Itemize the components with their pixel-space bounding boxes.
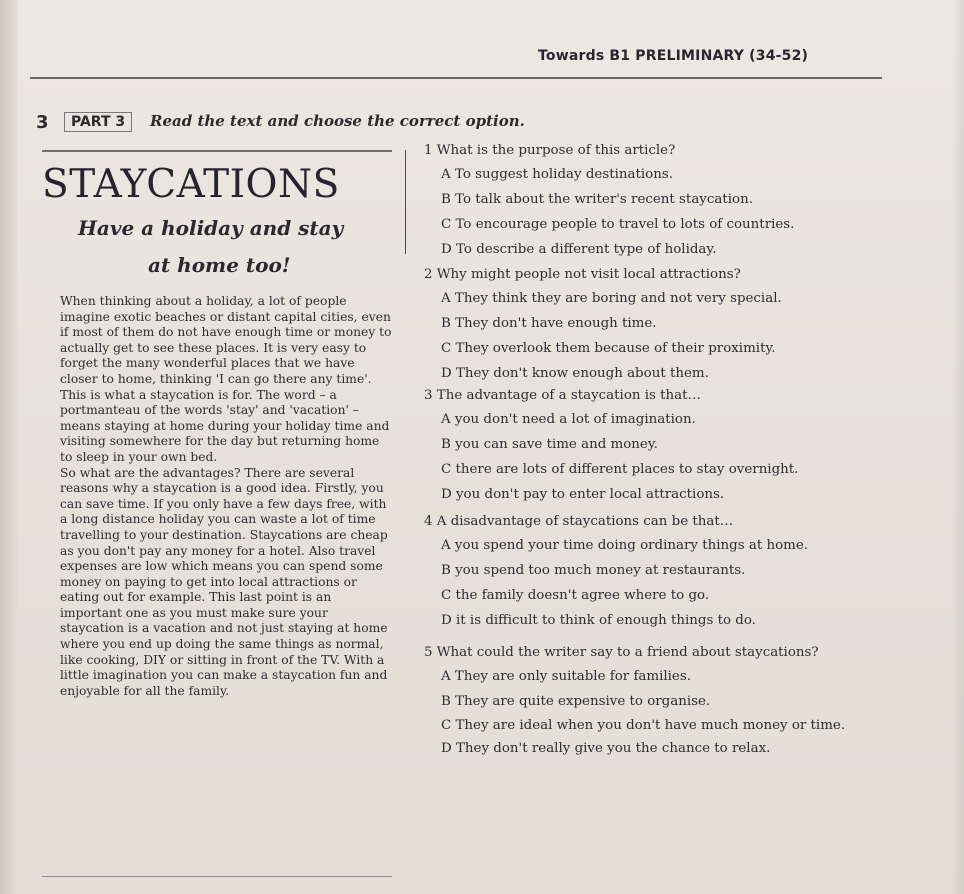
question-text: 1 What is the purpose of this article? — [424, 143, 676, 158]
article-bottom-rule — [42, 876, 392, 877]
option-b[interactable]: B you can save time and money. — [441, 437, 658, 452]
option-d[interactable]: D you don't pay to enter local attractions. — [441, 487, 725, 502]
exercise-instruction: Read the text and choose the correct option. — [150, 112, 525, 130]
option-a[interactable]: A you spend your time doing ordinary things at home. — [441, 538, 809, 553]
page-binding-edge — [0, 0, 18, 894]
option-b[interactable]: B you spend too much money at restaurants. — [441, 563, 746, 578]
article-paragraph: So what are the advantages? There are several reasons why a staycation is a good idea. Firstly, you can save time. If you only have a few days free, with a long distance holiday you can waste a lot of time travelling to your destination. Staycations are cheap as you don't pay any money for a hotel. Also travel expenses are low which means you can spend some money on paying to get into local attractions or eating out for example. This last point is an important one as you must make sure your staycation is a vacation and not just staying at home where you end up doing the same things as normal, like cooking, DIY or sitting in front of the TV. With a little imagination you can make a staycation fun and enjoyable for all the family. — [60, 465, 388, 698]
option-d[interactable]: D To describe a different type of holiday. — [441, 242, 717, 257]
option-a[interactable]: A They are only suitable for families. — [441, 669, 691, 684]
option-b[interactable]: B To talk about the writer's recent staycation. — [441, 192, 753, 207]
option-a[interactable]: A To suggest holiday destinations. — [441, 167, 673, 182]
exercise-number: 3 — [36, 112, 49, 133]
question-text: 5 What could the writer say to a friend about staycations? — [424, 645, 819, 660]
option-c[interactable]: C They are ideal when you don't have much money or time. — [441, 718, 846, 733]
article-subtitle-line1: Have a holiday and stay — [78, 216, 344, 240]
part-badge: PART 3 — [64, 112, 132, 132]
book-section-title: Towards B1 PRELIMINARY (34-52) — [538, 48, 809, 64]
article-paragraph: When thinking about a holiday, a lot of people imagine exotic beaches or distant capital cities, even if most of them do not have enough time or money to actually get to see these places. It is very easy to forget the many wonderful places that we have closer to home, thinking 'I can go there any time'. This is what a staycation is for. The word – a portmanteau of the words 'stay' and 'vacation' – means staying at home during your holiday time and visiting somewhere for the day but returning home to sleep in your own bed. — [60, 294, 392, 464]
option-b[interactable]: B They are quite expensive to organise. — [441, 694, 711, 709]
option-a[interactable]: A They think they are boring and not very special. — [441, 291, 782, 306]
article-top-rule — [42, 150, 392, 152]
option-c[interactable]: C They overlook them because of their proximity. — [441, 341, 776, 356]
question-text: 2 Why might people not visit local attractions? — [424, 267, 741, 282]
option-d[interactable]: D They don't know enough about them. — [441, 366, 709, 381]
question-text: 3 The advantage of a staycation is that… — [424, 388, 701, 403]
option-c[interactable]: C To encourage people to travel to lots of countries. — [441, 217, 795, 232]
question-text: 4 A disadvantage of staycations can be that… — [424, 514, 734, 529]
page-shadow — [952, 0, 964, 894]
option-d[interactable]: D They don't really give you the chance to relax. — [441, 741, 771, 756]
article-body — [60, 294, 392, 699]
question-4 — [424, 511, 924, 633]
header-divider — [30, 77, 882, 79]
option-a[interactable]: A you don't need a lot of imagination. — [441, 412, 696, 427]
option-c[interactable]: C there are lots of different places to stay overnight. — [441, 462, 799, 477]
question-5 — [424, 642, 924, 761]
question-3 — [424, 385, 924, 507]
option-d[interactable]: D it is difficult to think of enough things to do. — [441, 613, 756, 628]
question-1 — [424, 140, 924, 262]
article-subtitle-line2: at home too! — [148, 253, 291, 277]
article-title: STAYCATIONS — [42, 162, 340, 207]
article-title-divider — [405, 150, 406, 254]
option-c[interactable]: C the family doesn't agree where to go. — [441, 588, 710, 603]
question-2 — [424, 264, 924, 386]
option-b[interactable]: B They don't have enough time. — [441, 316, 657, 331]
